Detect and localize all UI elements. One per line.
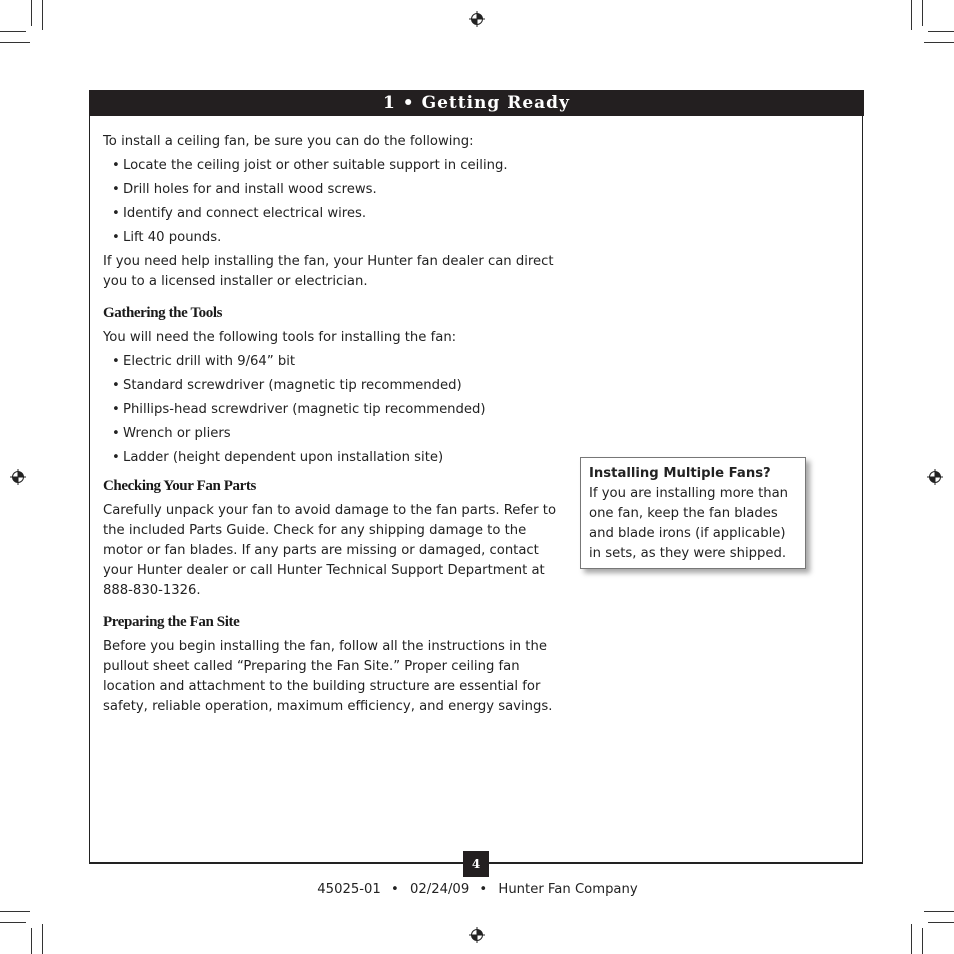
callout-title: Installing Multiple Fans? [589, 466, 771, 481]
registration-mark-icon [10, 469, 26, 485]
tools-lead: You will need the following tools for installing the fan: [103, 330, 457, 345]
registration-mark-icon [927, 469, 943, 485]
page-number: 4 [471, 857, 481, 871]
footer-separator: • [479, 882, 488, 897]
intro-closing: If you need help installing the fan, your Hunter fan dealer can direct you to a licensed installer or electrician. [103, 254, 554, 289]
footer-company: Hunter Fan Company [498, 882, 638, 897]
callout-multiple-fans [580, 457, 806, 569]
list-item: • Phillips-head screwdriver (magnetic tip recommended) [112, 402, 486, 417]
section-heading-site: Preparing the Fan Site [103, 614, 240, 630]
list-item: • Identify and connect electrical wires. [112, 206, 367, 221]
section-heading-tools: Gathering the Tools [103, 305, 223, 321]
list-item: • Standard screwdriver (magnetic tip recommended) [112, 378, 462, 393]
page-title: 1 • Getting Ready [383, 93, 570, 113]
list-item: • Electric drill with 9/64” bit [112, 354, 296, 369]
main-content [103, 132, 558, 717]
list-item: • Drill holes for and install wood screws. [112, 182, 377, 197]
list-item: • Lift 40 pounds. [112, 230, 222, 245]
list-item: • Locate the ceiling joist or other suitable support in ceiling. [112, 158, 508, 173]
intro-list [103, 156, 558, 252]
registration-mark-icon [469, 11, 485, 27]
footer-doc-number: 45025-01 [317, 882, 381, 897]
registration-mark-icon [469, 927, 485, 943]
footer [0, 880, 954, 900]
tools-list [103, 352, 558, 472]
site-body: Before you begin installing the fan, follow all the instructions in the pullout sheet called “Preparing the Fan Site.” Proper ceiling fan location and attachment to the building structure are essential for safety, reliable operation, maximum efficiency, and energy savings. [103, 639, 553, 714]
list-item: • Ladder (height dependent upon installation site) [112, 450, 444, 465]
section-heading-parts: Checking Your Fan Parts [103, 478, 256, 494]
footer-date: 02/24/09 [409, 882, 470, 897]
parts-body: Carefully unpack your fan to avoid damage to the fan parts. Refer to the included Parts Guide. Check for any shipping damage to the motor or fan blades. If any parts are missing or damaged, contact your Hunter dealer or call Hunter Technical Support Department at 888-830-1326. [103, 503, 557, 598]
list-item: • Wrench or pliers [112, 426, 231, 441]
footer-separator: • [391, 882, 399, 897]
callout-body: If you are installing more than one fan, keep the fan blades and blade irons (if applicable) in sets, as they were shipped. [589, 486, 789, 561]
intro-lead: To install a ceiling fan, be sure you can do the following: [103, 134, 474, 149]
